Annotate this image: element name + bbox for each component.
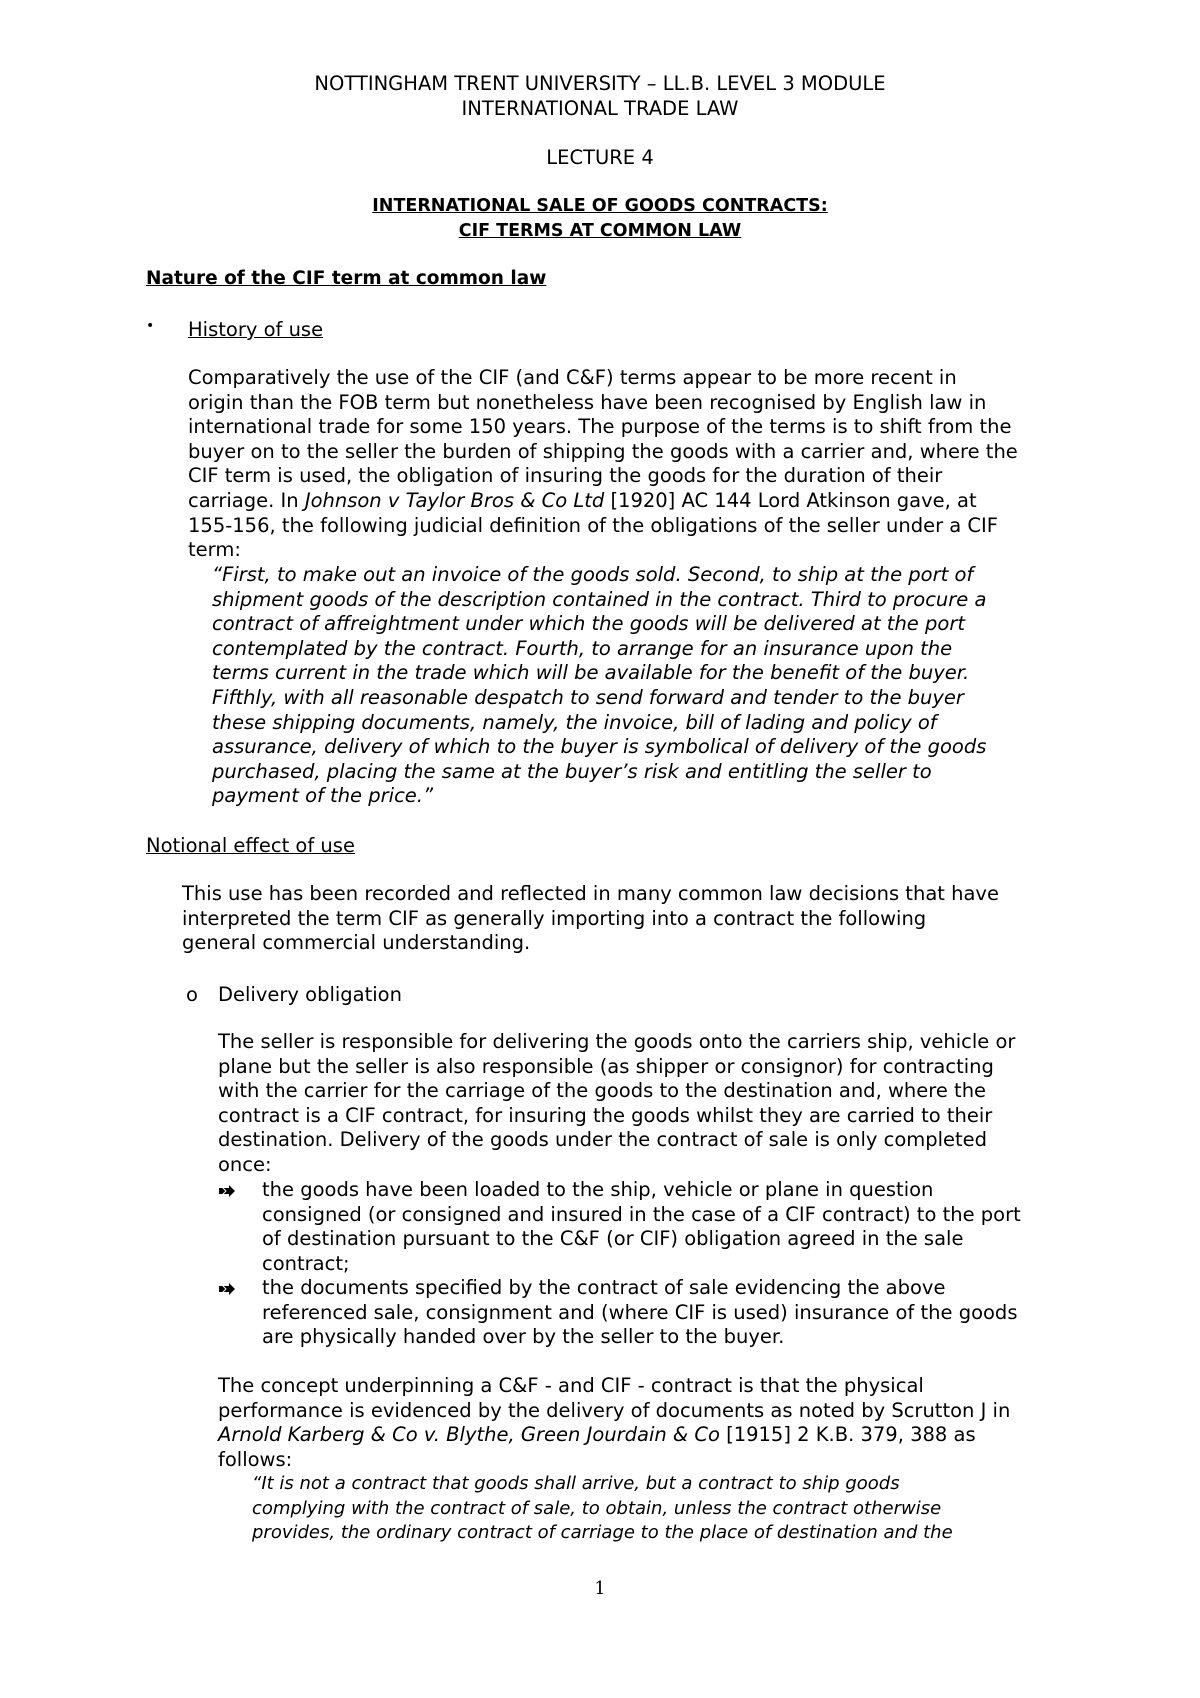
text-line: are physically handed over by the seller to the buyer. (262, 1325, 785, 1349)
quote-line: contemplated by the contract. Fourth, to arrange for an insurance upon the (212, 636, 953, 660)
title-line-2: CIF TERMS AT COMMON LAW (458, 221, 742, 241)
text-line: origin than the FOB term but nonetheless have been recognised by English law in (188, 390, 987, 414)
text-line: contract is a CIF contract, for insuring the goods whilst they are carried to their (218, 1103, 993, 1127)
text-line: once: (218, 1152, 272, 1176)
johnson-quote (212, 563, 986, 809)
text-line: contract; (262, 1251, 350, 1275)
delivery-paragraph (218, 1030, 1015, 1178)
history-paragraph (188, 366, 1018, 563)
text-line: the documents specified by the contract of sale evidencing the above (262, 1276, 946, 1299)
title-line-1: INTERNATIONAL SALE OF GOODS CONTRACTS: (372, 196, 828, 216)
text-line (188, 489, 1018, 514)
text-line: destination. Delivery of the goods under the contract of sale is only completed (218, 1128, 988, 1152)
quote-line: payment of the price.” (212, 784, 434, 808)
arrow-bullet-icon (218, 1282, 236, 1296)
scrutton-quote (252, 1472, 953, 1546)
quote-line: these shipping documents, namely, the invoice, bill of lading and policy of (212, 710, 937, 734)
text-line: the goods have been loaded to the ship, vehicle or plane in question (262, 1178, 934, 1201)
delivery-heading: Delivery obligation (218, 983, 402, 1006)
text-line: general commercial understanding. (182, 931, 531, 955)
case-name: Johnson v Taylor Bros & Co Ltd (304, 488, 605, 512)
text-run: [1920] AC 144 Lord Atkinson gave, at (604, 488, 977, 512)
text-line: international trade for some 150 years. The purpose of the terms is to shift from the (188, 415, 1012, 439)
quote-line: assurance, delivery of which to the buyer is symbolical of delivery of the goods (212, 735, 987, 759)
quote-line: provides, the ordinary contract of carriage to the place of destination and the (252, 1522, 953, 1544)
text-run: [1915] 2 K.B. 379, 388 as (719, 1423, 976, 1447)
page-number: 1 (594, 1578, 606, 1599)
header-university-line: NOTTINGHAM TRENT UNIVERSITY – LL.B. LEVEL 3 MODULE (314, 72, 886, 95)
text-line: 155-156, the following judicial definition of the obligations of the seller under a CIF (188, 513, 999, 537)
concept-paragraph (218, 1374, 1010, 1472)
text-line: interpreted the term CIF as generally importing into a contract the following (182, 906, 927, 930)
text-line: referenced sale, consignment and (where CIF is used) insurance of the goods (262, 1300, 1018, 1324)
delivery-item-1 (262, 1178, 1021, 1276)
arrow-bullet-icon (218, 1184, 236, 1198)
quote-line: complying with the contract of sale, to obtain, unless the contract otherwise (252, 1497, 942, 1519)
bullet-circle: o (186, 983, 198, 1006)
text-line: follows: (218, 1447, 293, 1471)
text-line: buyer on to the seller the burden of shipping the goods with a carrier and, where the (188, 439, 1018, 463)
text-line: Comparatively the use of the CIF (and C&F) terms appear to be more recent in (188, 366, 957, 389)
text-line: term: (188, 538, 241, 562)
section-heading: Nature of the CIF term at common law (146, 268, 547, 289)
quote-line: contract of affreightment under which the goods will be delivered at the port (212, 612, 965, 636)
text-line: The seller is responsible for delivering the goods onto the carriers ship, vehicle or (218, 1030, 1016, 1053)
quote-line: purchased, placing the same at the buyer’s risk and entitling the seller to (212, 759, 932, 783)
text-line (218, 1423, 1010, 1448)
lecture-number: LECTURE 4 (546, 146, 654, 169)
quote-line: shipment goods of the description contained in the contract. Third to procure a (212, 587, 987, 611)
quote-line: “It is not a contract that goods shall arrive, but a contract to ship goods (252, 1473, 900, 1494)
bullet-dot: • (146, 318, 155, 334)
text-run: carriage. In (188, 488, 305, 512)
text-line: consigned (or consigned and insured in the case of a CIF contract) to the port (262, 1202, 1021, 1226)
notional-paragraph (182, 882, 999, 956)
text-line: The concept underpinning a C&F - and CIF - contract is that the physical (218, 1374, 924, 1397)
text-line: This use has been recorded and reflected in many common law decisions that have (182, 882, 999, 905)
text-line: CIF term is used, the obligation of insuring the goods for the duration of their (188, 464, 943, 488)
quote-line: “First, to make out an invoice of the goods sold. Second, to ship at the port of (212, 563, 974, 586)
quote-line: Fifthly, with all reasonable despatch to send forward and tender to the buyer (212, 685, 964, 709)
text-line: with the carrier for the carriage of the goods to the destination and, where the (218, 1079, 987, 1103)
quote-line: terms current in the trade which will be available for the benefit of the buyer. (212, 661, 970, 685)
history-heading: History of use (188, 318, 324, 341)
text-line: plane but the seller is also responsible (as shipper or consignor) for contracting (218, 1054, 994, 1078)
notional-heading: Notional effect of use (146, 834, 355, 857)
case-name: Arnold Karberg & Co v. Blythe, Green Jourdain & Co (218, 1423, 720, 1447)
text-line: of destination pursuant to the C&F (or CIF) obligation agreed in the sale (262, 1227, 964, 1251)
text-line: performance is evidenced by the delivery of documents as noted by Scrutton J in (218, 1398, 1011, 1422)
delivery-item-2 (262, 1276, 1017, 1350)
header-module-line: INTERNATIONAL TRADE LAW (461, 97, 739, 120)
